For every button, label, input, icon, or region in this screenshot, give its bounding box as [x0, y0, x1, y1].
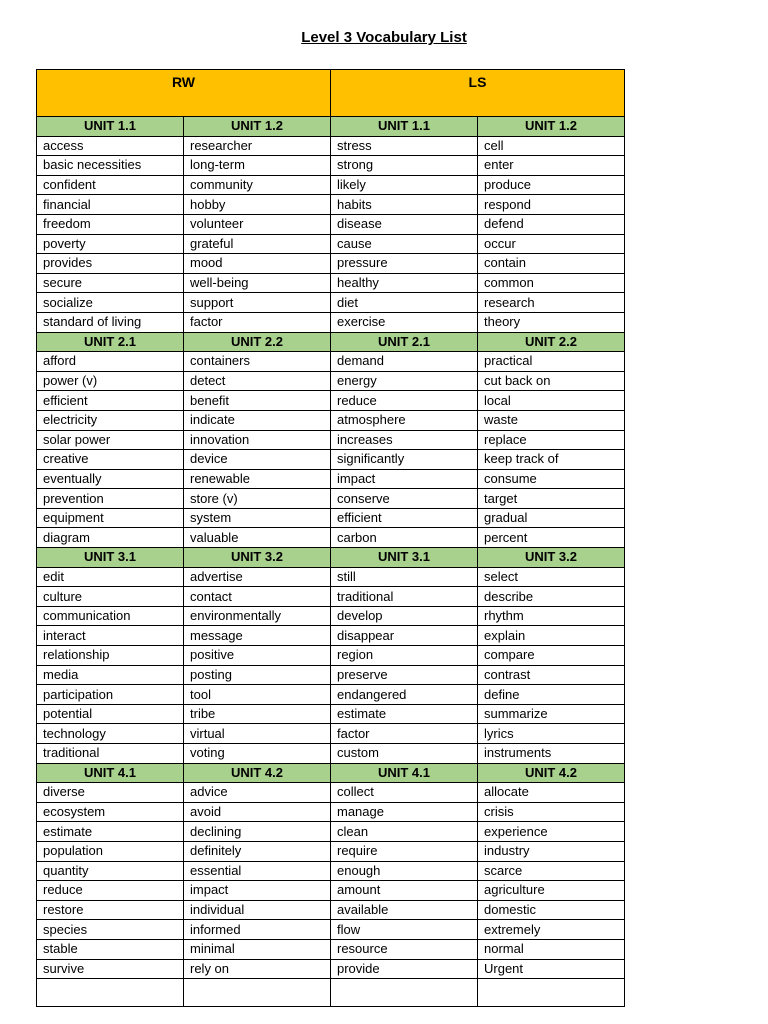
vocab-word-ls: exercise: [331, 312, 478, 332]
vocab-row: [37, 567, 625, 587]
vocab-word-rw: species: [37, 920, 184, 940]
vocab-word-ls: efficient: [331, 508, 478, 528]
vocab-word-rw: avoid: [184, 802, 331, 822]
vocab-word-ls: disappear: [331, 626, 478, 646]
vocab-row: [37, 469, 625, 489]
vocab-word-rw: hobby: [184, 195, 331, 215]
vocab-word-ls: Urgent: [478, 959, 625, 979]
vocab-word-ls: region: [331, 646, 478, 666]
vocab-word-ls: cause: [331, 234, 478, 254]
vocab-word-rw: solar power: [37, 430, 184, 450]
vocab-row: [37, 685, 625, 705]
vocab-word-rw: definitely: [184, 841, 331, 861]
vocab-word-rw: tool: [184, 685, 331, 705]
vocab-row: [37, 195, 625, 215]
vocab-word-rw: relationship: [37, 646, 184, 666]
vocab-word-rw: store (v): [184, 489, 331, 509]
unit-header-row: [37, 117, 625, 137]
vocab-word-ls: consume: [478, 469, 625, 489]
vocab-word-rw: factor: [184, 312, 331, 332]
vocab-row: [37, 371, 625, 391]
vocab-word-rw: reduce: [37, 881, 184, 901]
vocab-word-ls: contrast: [478, 665, 625, 685]
vocab-word-ls: stress: [331, 136, 478, 156]
vocab-word-ls: summarize: [478, 704, 625, 724]
vocab-word-rw: access: [37, 136, 184, 156]
vocab-word-rw: community: [184, 175, 331, 195]
vocab-row: [37, 704, 625, 724]
vocab-word-rw: ecosystem: [37, 802, 184, 822]
vocab-word-rw: virtual: [184, 724, 331, 744]
vocab-row: [37, 528, 625, 548]
vocab-word-ls: define: [478, 685, 625, 705]
vocab-word-rw: indicate: [184, 410, 331, 430]
vocab-word-ls: extremely: [478, 920, 625, 940]
vocab-word-ls: factor: [331, 724, 478, 744]
vocab-row: [37, 254, 625, 274]
vocab-row: [37, 156, 625, 176]
unit-header-rw: UNIT 1.1: [37, 117, 184, 137]
vocab-word-rw: poverty: [37, 234, 184, 254]
vocab-word-ls: flow: [331, 920, 478, 940]
vocab-word-rw: posting: [184, 665, 331, 685]
vocab-word-ls: strong: [331, 156, 478, 176]
vocab-word-ls: likely: [331, 175, 478, 195]
vocab-row: [37, 273, 625, 293]
vocab-row: [37, 646, 625, 666]
vocab-word-ls: domestic: [478, 900, 625, 920]
vocab-word-rw: secure: [37, 273, 184, 293]
vocab-word-rw: stable: [37, 939, 184, 959]
unit-header-ls: UNIT 4.1: [331, 763, 478, 783]
vocab-row: [37, 881, 625, 901]
empty-cell: [37, 979, 184, 1007]
vocab-word-ls: impact: [331, 469, 478, 489]
vocab-word-rw: creative: [37, 450, 184, 470]
vocab-word-ls: crisis: [478, 802, 625, 822]
vocab-word-ls: target: [478, 489, 625, 509]
vocab-word-ls: amount: [331, 881, 478, 901]
vocab-word-rw: contact: [184, 587, 331, 607]
vocab-row: [37, 724, 625, 744]
vocab-word-rw: informed: [184, 920, 331, 940]
vocab-row: [37, 312, 625, 332]
vocab-row: [37, 391, 625, 411]
vocab-row: [37, 352, 625, 372]
vocab-word-ls: common: [478, 273, 625, 293]
vocab-word-rw: participation: [37, 685, 184, 705]
vocab-word-ls: healthy: [331, 273, 478, 293]
vocab-word-ls: instruments: [478, 744, 625, 764]
vocab-word-rw: researcher: [184, 136, 331, 156]
vocab-row: [37, 665, 625, 685]
vocab-word-rw: well-being: [184, 273, 331, 293]
vocab-word-ls: provide: [331, 959, 478, 979]
unit-header-rw: UNIT 4.1: [37, 763, 184, 783]
vocab-word-ls: rhythm: [478, 606, 625, 626]
vocab-word-rw: long-term: [184, 156, 331, 176]
vocab-row: [37, 822, 625, 842]
vocab-word-rw: eventually: [37, 469, 184, 489]
vocab-word-rw: estimate: [37, 822, 184, 842]
vocab-word-rw: tribe: [184, 704, 331, 724]
vocab-row: [37, 508, 625, 528]
vocab-word-rw: declining: [184, 822, 331, 842]
vocab-word-ls: lyrics: [478, 724, 625, 744]
vocab-word-rw: message: [184, 626, 331, 646]
vocab-word-rw: potential: [37, 704, 184, 724]
vocab-word-rw: innovation: [184, 430, 331, 450]
vocab-word-rw: population: [37, 841, 184, 861]
vocab-word-rw: traditional: [37, 744, 184, 764]
empty-cell: [184, 979, 331, 1007]
vocab-word-ls: theory: [478, 312, 625, 332]
vocab-word-ls: select: [478, 567, 625, 587]
vocab-word-rw: essential: [184, 861, 331, 881]
vocab-word-rw: volunteer: [184, 214, 331, 234]
vocab-word-rw: impact: [184, 881, 331, 901]
empty-row: [37, 979, 625, 1007]
vocab-word-ls: explain: [478, 626, 625, 646]
vocab-word-ls: develop: [331, 606, 478, 626]
vocab-row: [37, 234, 625, 254]
vocab-word-ls: cut back on: [478, 371, 625, 391]
vocab-word-rw: voting: [184, 744, 331, 764]
vocab-word-ls: research: [478, 293, 625, 313]
vocab-word-rw: culture: [37, 587, 184, 607]
unit-header-row: [37, 332, 625, 352]
vocab-word-ls: cell: [478, 136, 625, 156]
vocab-row: [37, 450, 625, 470]
vocab-word-ls: pressure: [331, 254, 478, 274]
page-title: Level 3 Vocabulary List: [301, 29, 467, 46]
section-header-ls: LS: [331, 70, 625, 117]
section-header-row: [37, 70, 625, 117]
vocab-word-ls: carbon: [331, 528, 478, 548]
unit-header-ls: UNIT 1.1: [331, 117, 478, 137]
vocab-word-ls: increases: [331, 430, 478, 450]
vocab-word-rw: basic necessities: [37, 156, 184, 176]
vocab-row: [37, 841, 625, 861]
vocab-word-ls: describe: [478, 587, 625, 607]
vocab-word-ls: conserve: [331, 489, 478, 509]
vocab-row: [37, 861, 625, 881]
vocab-word-rw: containers: [184, 352, 331, 372]
vocab-word-ls: collect: [331, 783, 478, 803]
vocab-word-ls: estimate: [331, 704, 478, 724]
unit-header-rw: UNIT 2.1: [37, 332, 184, 352]
unit-header-ls: UNIT 4.2: [478, 763, 625, 783]
vocab-word-rw: edit: [37, 567, 184, 587]
vocab-word-rw: survive: [37, 959, 184, 979]
vocab-word-ls: resource: [331, 939, 478, 959]
vocab-row: [37, 783, 625, 803]
vocab-word-rw: advertise: [184, 567, 331, 587]
vocab-row: [37, 175, 625, 195]
vocab-row: [37, 939, 625, 959]
unit-header-ls: UNIT 3.2: [478, 548, 625, 568]
vocab-word-ls: habits: [331, 195, 478, 215]
vocab-word-rw: rely on: [184, 959, 331, 979]
vocab-row: [37, 430, 625, 450]
empty-cell: [331, 979, 478, 1007]
vocab-word-ls: demand: [331, 352, 478, 372]
empty-cell: [478, 979, 625, 1007]
vocab-word-rw: positive: [184, 646, 331, 666]
vocab-row: [37, 136, 625, 156]
unit-header-rw: UNIT 1.2: [184, 117, 331, 137]
vocab-word-rw: system: [184, 508, 331, 528]
vocab-word-rw: valuable: [184, 528, 331, 548]
vocab-word-rw: mood: [184, 254, 331, 274]
unit-header-rw: UNIT 3.1: [37, 548, 184, 568]
unit-header-row: [37, 548, 625, 568]
vocab-word-rw: efficient: [37, 391, 184, 411]
vocab-word-ls: respond: [478, 195, 625, 215]
vocab-word-rw: restore: [37, 900, 184, 920]
vocabulary-table: [36, 69, 625, 1007]
vocab-word-rw: provides: [37, 254, 184, 274]
vocab-word-ls: require: [331, 841, 478, 861]
vocab-word-ls: industry: [478, 841, 625, 861]
vocab-word-ls: keep track of: [478, 450, 625, 470]
vocab-row: [37, 959, 625, 979]
vocab-word-rw: equipment: [37, 508, 184, 528]
vocab-word-ls: compare: [478, 646, 625, 666]
vocab-word-ls: percent: [478, 528, 625, 548]
vocab-word-rw: quantity: [37, 861, 184, 881]
vocab-word-ls: enough: [331, 861, 478, 881]
vocab-word-rw: freedom: [37, 214, 184, 234]
vocab-word-ls: local: [478, 391, 625, 411]
vocab-word-rw: power (v): [37, 371, 184, 391]
vocab-word-ls: normal: [478, 939, 625, 959]
vocab-word-ls: occur: [478, 234, 625, 254]
vocab-word-ls: agriculture: [478, 881, 625, 901]
vocab-word-ls: preserve: [331, 665, 478, 685]
vocab-word-rw: diverse: [37, 783, 184, 803]
vocab-word-rw: confident: [37, 175, 184, 195]
vocab-row: [37, 626, 625, 646]
vocab-word-rw: technology: [37, 724, 184, 744]
vocab-word-ls: still: [331, 567, 478, 587]
vocab-word-ls: experience: [478, 822, 625, 842]
vocab-word-ls: clean: [331, 822, 478, 842]
vocab-word-ls: custom: [331, 744, 478, 764]
vocab-word-rw: financial: [37, 195, 184, 215]
vocab-word-ls: defend: [478, 214, 625, 234]
unit-header-rw: UNIT 4.2: [184, 763, 331, 783]
vocab-word-ls: practical: [478, 352, 625, 372]
vocab-word-rw: afford: [37, 352, 184, 372]
vocab-word-rw: benefit: [184, 391, 331, 411]
vocab-row: [37, 293, 625, 313]
vocab-word-ls: scarce: [478, 861, 625, 881]
vocab-row: [37, 900, 625, 920]
vocab-word-ls: replace: [478, 430, 625, 450]
vocab-word-rw: interact: [37, 626, 184, 646]
vocab-word-rw: support: [184, 293, 331, 313]
vocab-word-rw: prevention: [37, 489, 184, 509]
vocab-word-rw: electricity: [37, 410, 184, 430]
vocab-word-ls: energy: [331, 371, 478, 391]
vocab-word-rw: communication: [37, 606, 184, 626]
unit-header-rw: UNIT 3.2: [184, 548, 331, 568]
unit-header-ls: UNIT 2.1: [331, 332, 478, 352]
vocab-row: [37, 606, 625, 626]
vocab-word-ls: manage: [331, 802, 478, 822]
unit-header-rw: UNIT 2.2: [184, 332, 331, 352]
vocab-row: [37, 410, 625, 430]
vocab-word-ls: endangered: [331, 685, 478, 705]
vocab-word-rw: diagram: [37, 528, 184, 548]
vocab-row: [37, 214, 625, 234]
vocab-word-ls: contain: [478, 254, 625, 274]
unit-header-ls: UNIT 3.1: [331, 548, 478, 568]
vocab-word-rw: advice: [184, 783, 331, 803]
vocab-word-rw: individual: [184, 900, 331, 920]
vocab-word-ls: diet: [331, 293, 478, 313]
section-header-rw: RW: [37, 70, 331, 117]
vocab-word-rw: renewable: [184, 469, 331, 489]
vocab-word-rw: minimal: [184, 939, 331, 959]
vocab-word-rw: media: [37, 665, 184, 685]
vocab-word-ls: gradual: [478, 508, 625, 528]
vocab-word-rw: environmentally: [184, 606, 331, 626]
vocab-word-ls: atmosphere: [331, 410, 478, 430]
vocab-word-ls: available: [331, 900, 478, 920]
vocab-word-ls: traditional: [331, 587, 478, 607]
vocab-row: [37, 802, 625, 822]
vocab-row: [37, 920, 625, 940]
vocab-word-ls: reduce: [331, 391, 478, 411]
unit-header-ls: UNIT 1.2: [478, 117, 625, 137]
vocab-word-ls: enter: [478, 156, 625, 176]
vocab-word-ls: significantly: [331, 450, 478, 470]
unit-header-ls: UNIT 2.2: [478, 332, 625, 352]
vocab-word-ls: allocate: [478, 783, 625, 803]
vocab-word-ls: waste: [478, 410, 625, 430]
unit-header-row: [37, 763, 625, 783]
vocab-row: [37, 744, 625, 764]
vocab-word-rw: socialize: [37, 293, 184, 313]
vocab-word-rw: device: [184, 450, 331, 470]
vocab-word-rw: detect: [184, 371, 331, 391]
vocab-word-rw: grateful: [184, 234, 331, 254]
vocab-word-rw: standard of living: [37, 312, 184, 332]
vocab-word-ls: disease: [331, 214, 478, 234]
vocab-row: [37, 587, 625, 607]
vocab-row: [37, 489, 625, 509]
vocab-word-ls: produce: [478, 175, 625, 195]
